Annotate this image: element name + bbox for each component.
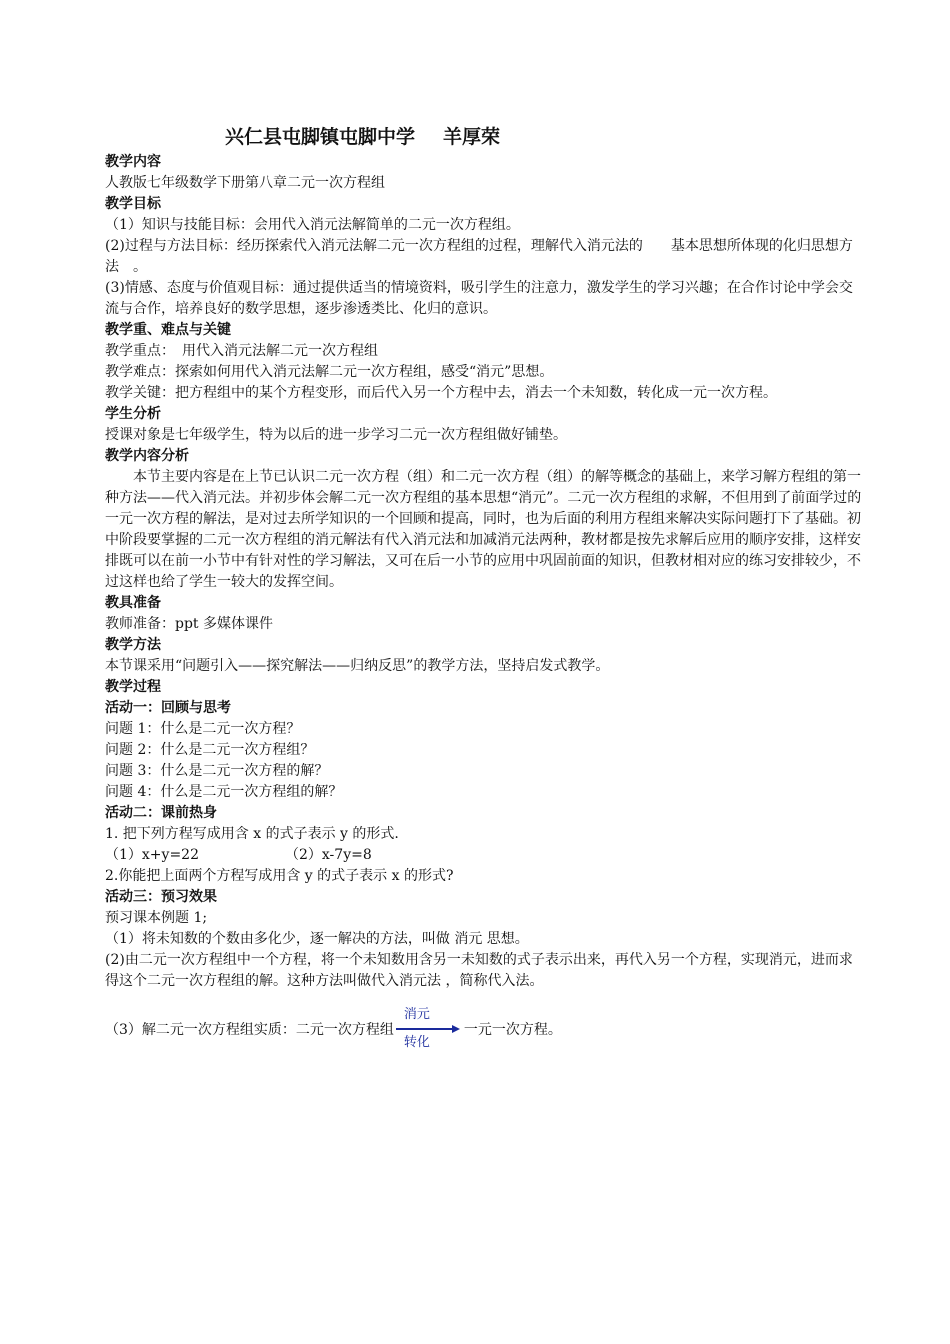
heading-activity-1: 活动一：回顾与思考 xyxy=(105,700,231,716)
warmup-equations xyxy=(105,845,865,866)
transform-arrow xyxy=(396,1008,460,1052)
method-text: 本节课采用“问题引入——探究解法——归纳反思”的教学方法，坚持启发式教学。 xyxy=(105,658,610,674)
warmup-2: 2.你能把上面两个方程写成用含 y 的式子表示 x 的形式? xyxy=(105,868,454,884)
content-text: 人教版七年级数学下册第八章二元一次方程组 xyxy=(105,175,385,191)
equation-1: （1）x+y=22 xyxy=(105,847,199,863)
analysis-text: 本节主要内容是在上节已认识二元一次方程（组）和二元一次方程（组）的解等概念的基础上，来学习解方程组的第一种方法——代入消元法。并初步体会解二元一次方程组的基本思想“消元”。二元一次方程组的求解，不但用到了前面学过的一元一次方程的解法，是对过去所学知识的一个回顾和提高，同时，也为后面的利用方程组来解决实际问题打下了基础。初中阶段要掌握的二元一次方程组的消元解法有代入消元法和加减消元法两种，教材都是按先求解后应用的顺序安排，这样安排既可以在前一小节中有针对性的学习解法，又可在后一小节的应用中巩固前面的知识，但教材相对应的练习安排较少，不过这样也给了学生一较大的发挥空间。 xyxy=(105,469,862,590)
tools-text: 教师准备：ppt 多媒体课件 xyxy=(105,616,273,632)
preview-2: (2)由二元一次方程组中一个方程，将一个未知数用含另一未知数的式子表示出来，再代入另一个方程，实现消元，进而求得这个二元一次方程组的解。这种方法叫做代入消元法 ，简称代入法。 xyxy=(105,952,853,989)
preview-1: （1）将未知数的个数由多化少，逐一解决的方法，叫做 消元 思想。 xyxy=(105,931,529,947)
preview-3 xyxy=(105,1008,865,1052)
preview-3-right: 一元一次方程。 xyxy=(463,1021,562,1038)
students-text: 授课对象是七年级学生，特为以后的进一步学习二元一次方程组做好铺垫。 xyxy=(105,427,567,443)
page-title xyxy=(225,122,865,152)
warmup-1: 1. 把下列方程写成用含 x 的式子表示 y 的形式. xyxy=(105,826,399,842)
equation-2: （2）x-7y=8 xyxy=(285,847,372,863)
heading-students: 学生分析 xyxy=(105,406,161,422)
question-1: 问题 1：什么是二元一次方程？ xyxy=(105,721,301,737)
goal-1: （1）知识与技能目标：会用代入消元法解简单的二元一次方程组。 xyxy=(105,217,520,233)
arrow-label-bottom: 转化 xyxy=(403,1035,430,1050)
document-page xyxy=(105,122,865,1052)
preview-3-left: （3）解二元一次方程组实质：二元一次方程组 xyxy=(105,1021,394,1038)
heading-activity-3: 活动三：预习效果 xyxy=(105,889,217,905)
arrow-label-top: 消元 xyxy=(403,1007,430,1022)
author-name: 羊厚荣 xyxy=(443,126,501,148)
difficulty: 教学难点：探索如何用代入消元法解二元一次方程组，感受“消元”思想。 xyxy=(105,364,554,380)
question-2: 问题 2：什么是二元一次方程组？ xyxy=(105,742,315,758)
key-step: 教学关键：把方程组中的某个方程变形，而后代入另一个方程中去，消去一个未知数，转化成一元一次方程。 xyxy=(105,385,777,401)
heading-activity-2: 活动二：课前热身 xyxy=(105,805,217,821)
heading-analysis: 教学内容分析 xyxy=(105,448,189,464)
heading-tools: 教具准备 xyxy=(105,595,161,611)
question-3: 问题 3：什么是二元一次方程的解？ xyxy=(105,763,329,779)
heading-content: 教学内容 xyxy=(105,154,161,170)
right-arrow-icon xyxy=(396,1024,460,1034)
key-point: 教学重点： 用代入消元法解二元一次方程组 xyxy=(105,343,378,359)
heading-goals: 教学目标 xyxy=(105,196,161,212)
heading-method: 教学方法 xyxy=(105,637,161,653)
goal-3: (3)情感、态度与价值观目标：通过提供适当的情境资料，吸引学生的注意力，激发学生的学习兴趣；在合作讨论中学会交流与合作，培养良好的数学思想，逐步渗透类比、化归的意识。 xyxy=(105,280,853,317)
heading-key-points: 教学重、难点与关键 xyxy=(105,322,231,338)
school-name: 兴仁县屯脚镇屯脚中学 xyxy=(225,126,416,148)
preview-intro: 预习课本例题 1; xyxy=(105,910,208,926)
heading-process: 教学过程 xyxy=(105,679,161,695)
goal-2: (2)过程与方法目标：经历探索代入消元法解二元一次方程组的过程，理解代入消元法的 基本思想所体现的化归思想方法 。 xyxy=(105,238,853,275)
question-4: 问题 4：什么是二元一次方程组的解？ xyxy=(105,784,343,800)
